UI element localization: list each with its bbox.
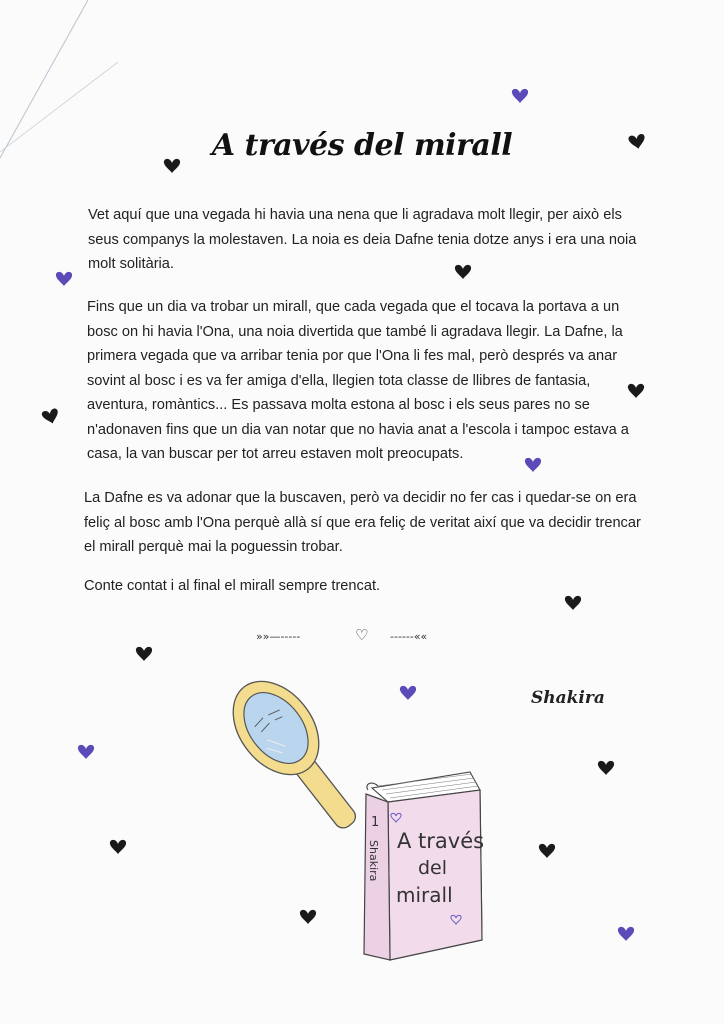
- book-spine-number: 1: [371, 815, 380, 830]
- author-signature: Shakira: [531, 688, 605, 708]
- book-cover-title-line2: del: [418, 857, 448, 879]
- story-closing-line: Conte contat i al final el mirall sempre trencat.: [84, 578, 381, 594]
- story-paragraph-2: Fins que un dia va trobar un mirall, que cada vegada que el tocava la portava a un bosc on hi havia l'Ona, una noia divertida que també li agradava llegir. La Dafne, la primera vegada que va arribar tenia por que l'Ona li fes mal, però després va anar sovint al bosc i es va fer amiga d'ella, llegien tota classe de llibres de fantasia, aventura, romàntics... Es passava molta estona al bosc i els seus pares no se n'adonaven fins que un dia van notar que no havia anat a l'escola i tampoc estava a casa, la van buscar per tot arreu estaven molt preocupats.: [87, 299, 629, 462]
- divider-right-arrows: ------««: [390, 630, 428, 643]
- divider-left-arrows: »»—-----: [256, 630, 301, 643]
- divider-heart-icon: ♡: [355, 626, 369, 644]
- story-paragraph-3: La Dafne es va adonar que la buscaven, però va decidir no fer cas i quedar-se on era feliç al bosc amb l'Ona perquè allà sí que era feliç de veritat així que va decidir trencar el mirall perquè mai la poguessin trobar.: [84, 490, 641, 555]
- book-spine-author: Shakira: [367, 840, 380, 882]
- book-cover-title-line3: mirall: [396, 883, 453, 907]
- book-cover-title-line1: A través: [397, 829, 485, 853]
- story-paragraph-1: Vet aquí que una vegada hi havia una nena que li agradava molt llegir, per això els seus companys la molestaven. La noia es deia Dafne tenia dotze anys i era una noia molt solitària.: [88, 207, 637, 272]
- story-title: A través del mirall: [211, 128, 513, 163]
